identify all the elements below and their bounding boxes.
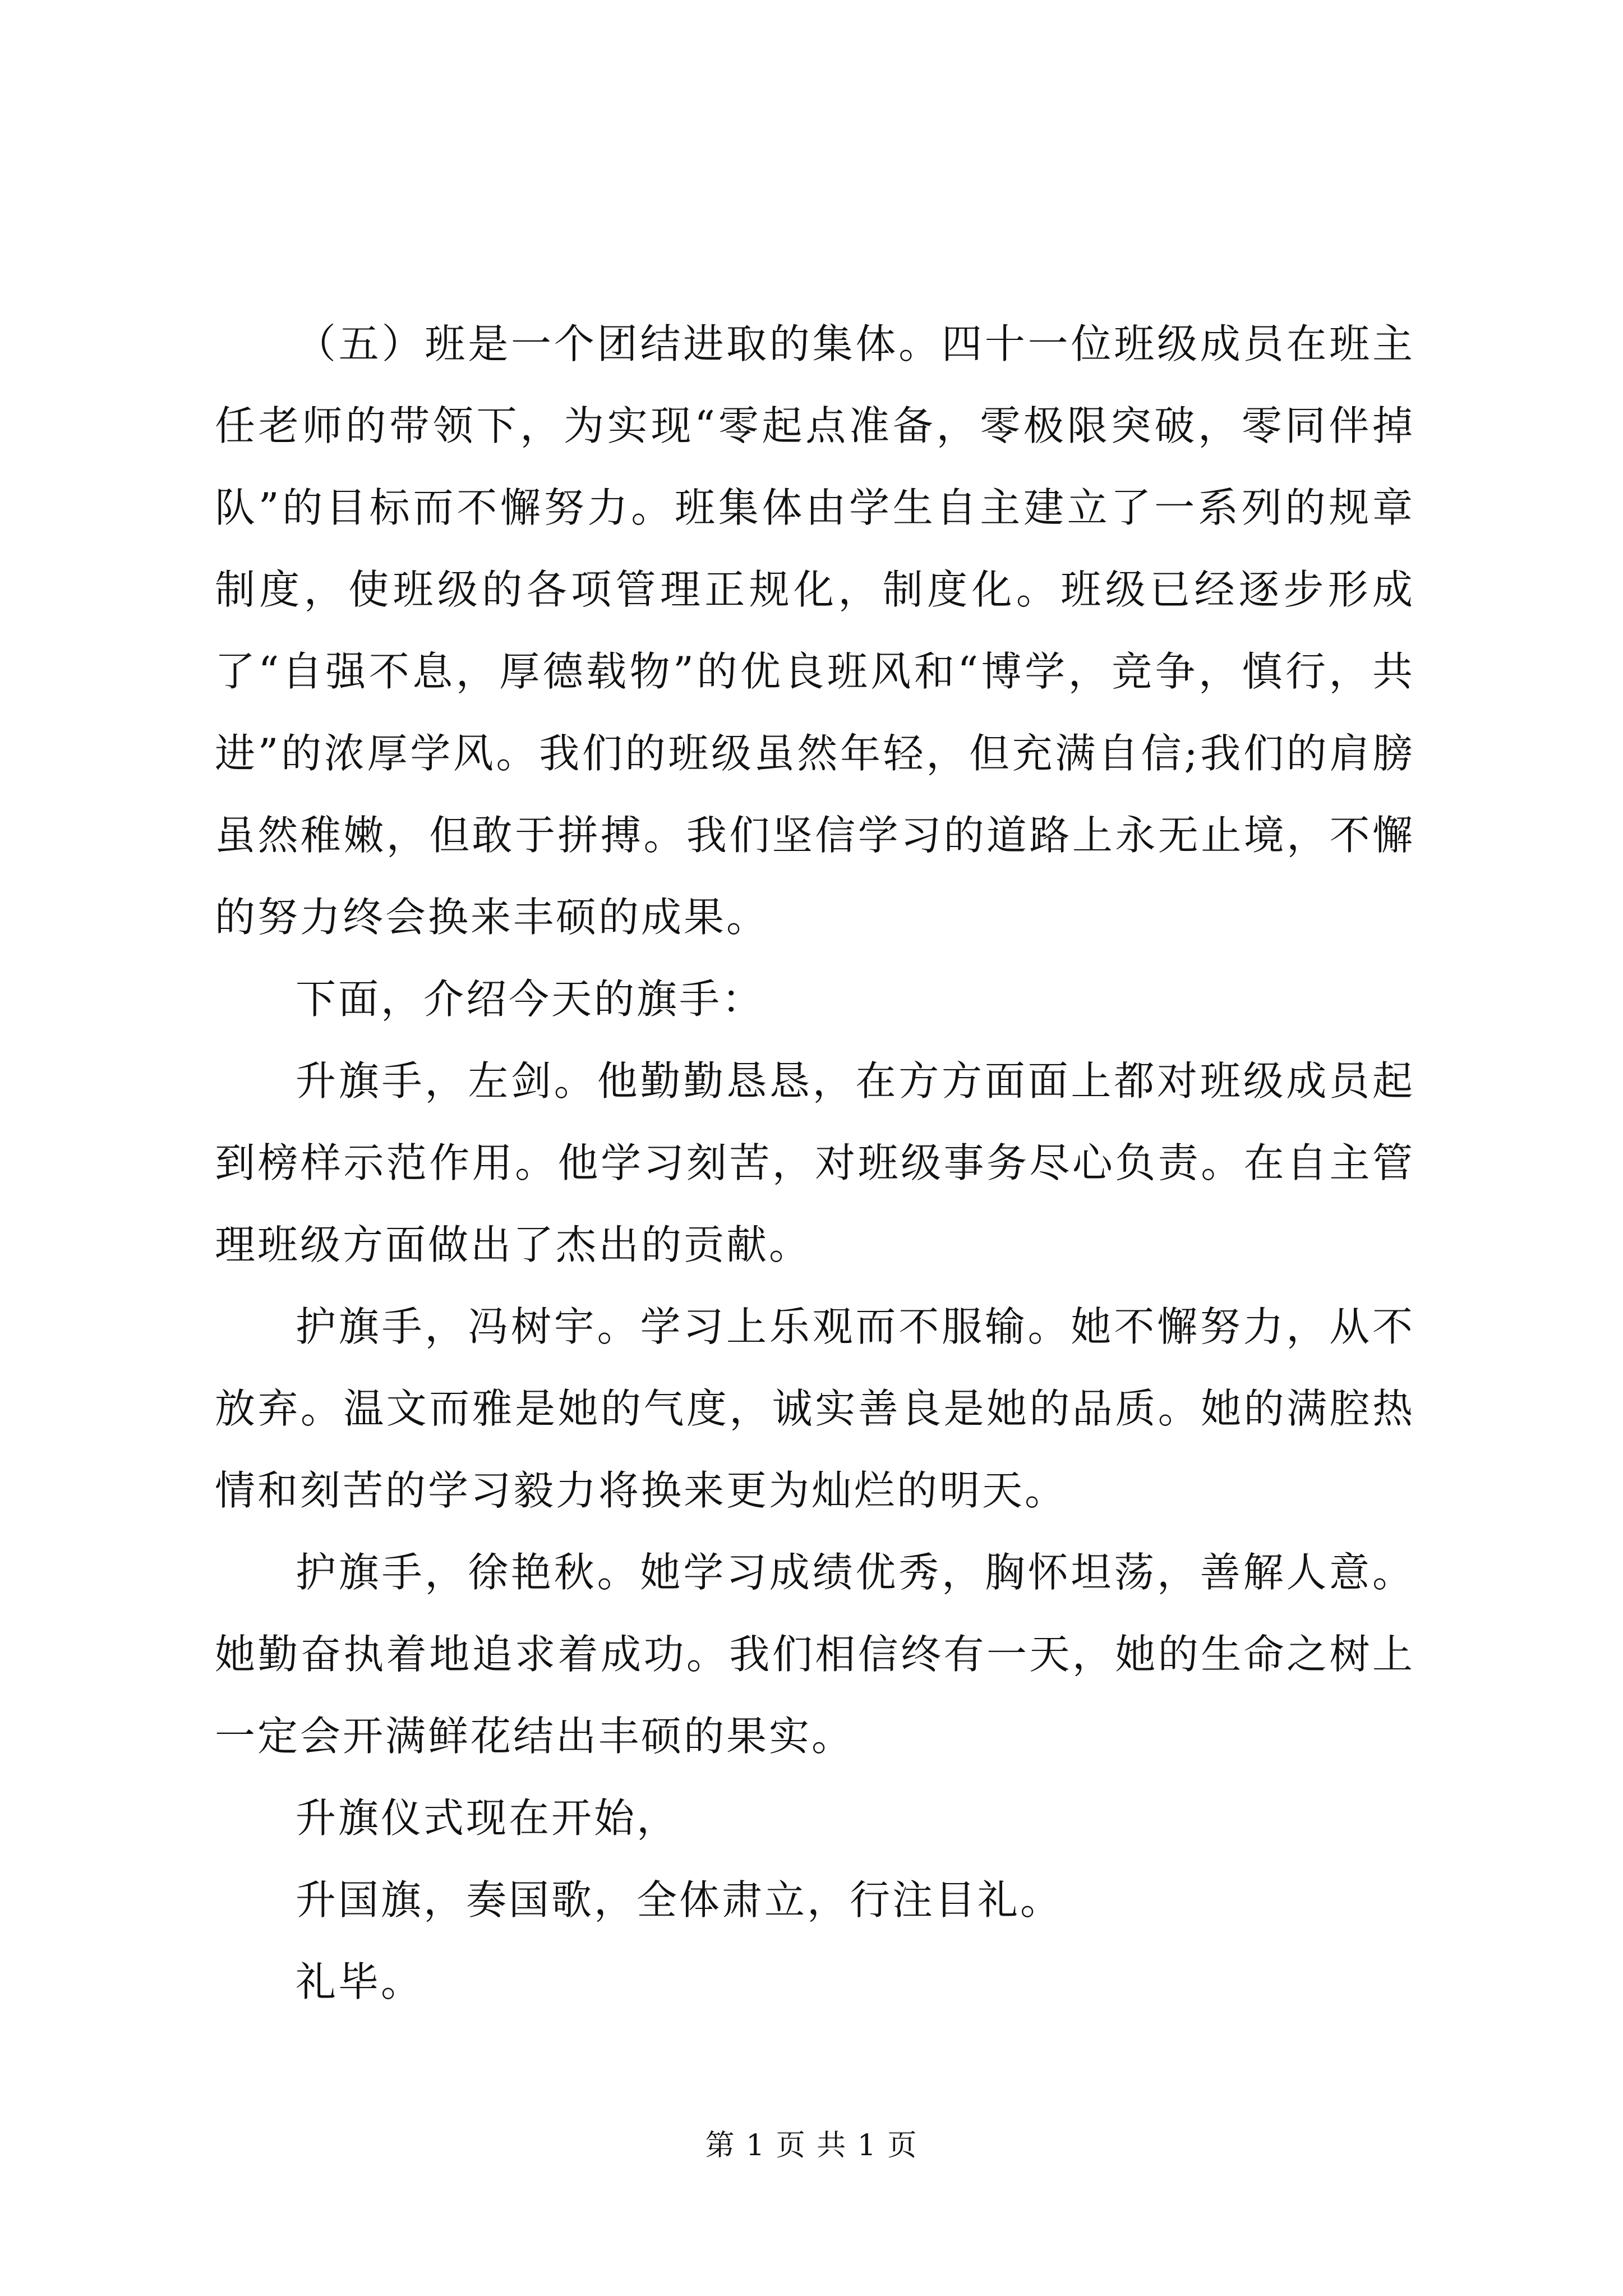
paragraph-ceremony-start: 升旗仪式现在开始，	[296, 1795, 680, 1842]
paragraph-flag-raiser: 升旗手，左剑。他勤勤恳恳，在方方面面上都对班级成员起到榜样示范作用。他学习刻苦，对班级事务尽心负责。在自主管理班级方面做出了杰出的贡献。	[215, 1057, 1415, 1268]
paragraph-ceremony-end: 礼毕。	[296, 1958, 424, 2005]
document-body	[215, 303, 1415, 2023]
paragraph-flag-guard-1: 护旗手，冯树宇。学习上乐观而不服输。她不懈努力，从不放弃。温文而雅是她的气度，诚实善良是她的品质。她的满腔热情和刻苦的学习毅力将换来更为灿烂的明天。	[215, 1303, 1415, 1514]
paragraph-class-intro: （五）班是一个团结进取的集体。四十一位班级成员在班主任老师的带领下，为实现“零起点准备，零极限突破，零同伴掉队”的目标而不懈努力。班集体由学生自主建立了一系列的规章制度，使班级的各项管理正规化，制度化。班级已经逐步形成了“自强不息，厚德载物”的优良班风和“博学，竞争，慎行，共进”的浓厚学风。我们的班级虽然年轻，但充满自信;我们的肩膀虽然稚嫩，但敢于拼搏。我们坚信学习的道路上永无止境，不懈的努力终会换来丰硕的成果。	[215, 320, 1415, 941]
paragraph-anthem: 升国旗，奏国歌，全体肃立，行注目礼。	[296, 1876, 1063, 1924]
page-number-footer: 第 1 页 共 1 页	[705, 2129, 918, 2162]
paragraph-flag-bearers-intro: 下面，介绍今天的旗手：	[296, 976, 765, 1023]
paragraph-flag-guard-2: 护旗手，徐艳秋。她学习成绩优秀，胸怀坦荡，善解人意。她勤奋执着地追求着成功。我们相信终有一天，她的生命之树上一定会开满鲜花结出丰硕的果实。	[215, 1549, 1415, 1760]
